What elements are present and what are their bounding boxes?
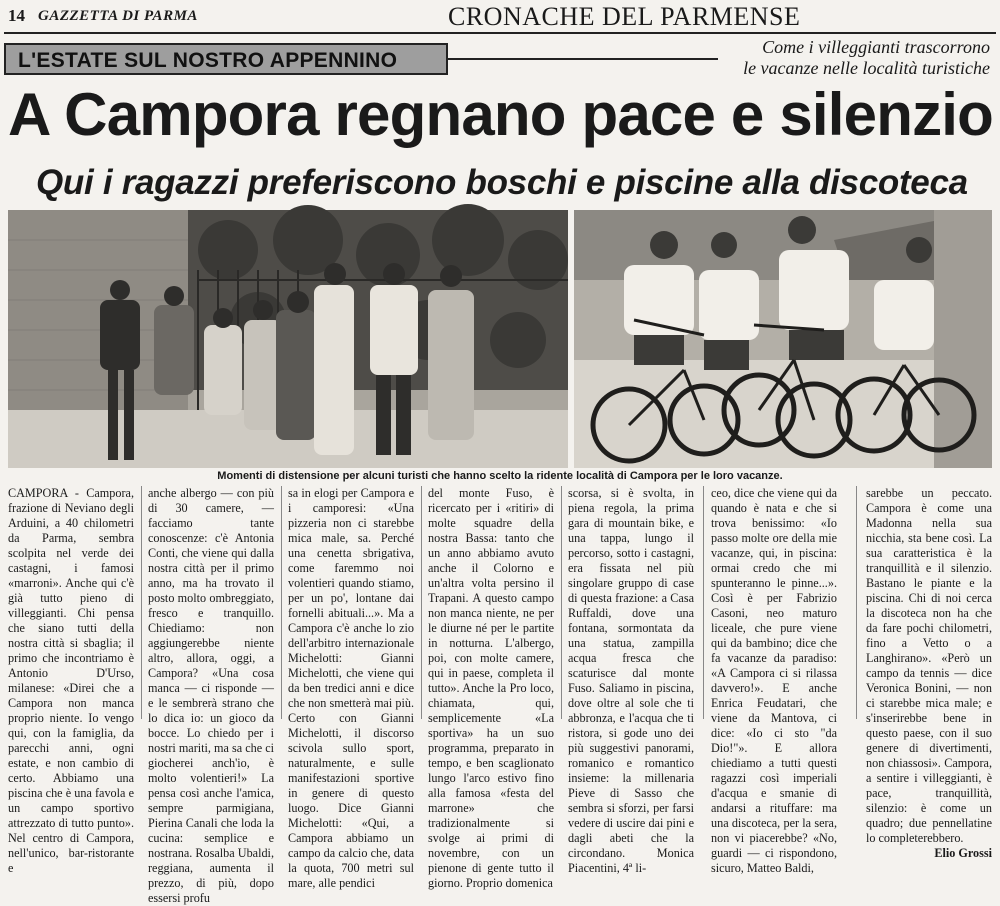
headline: A Campora regnano pace e silenzio bbox=[8, 81, 993, 148]
article-column-6 bbox=[711, 486, 837, 875]
column-divider bbox=[421, 486, 422, 719]
deck-line-2: le vacanze nelle località turistiche bbox=[743, 58, 990, 78]
newspaper-masthead: GAZZETTA DI PARMA bbox=[38, 8, 198, 24]
article-column-2 bbox=[148, 486, 274, 905]
header-rule bbox=[4, 32, 996, 34]
article-column-1 bbox=[8, 486, 134, 875]
column-text: CAMPORA - Campora, frazione di Neviano degli Arduini, a 40 chilometri da Parma, sembra scolpita nel verde dei castagni, i famosi «marroni». Anche qui c'è già tutto pieno di villeggianti. Chi pensa che siano tutti della nostra città si sbaglia; il primo che incontriamo è Antonio D'Urso, milanese: «Direi che a Campora non manca proprio niente. Io vengo qui, con la famiglia, da parecchi anni, ogni estate, e non cambio di certo. Abbiamo una piscina che è una favola e un campo sportivo attrezzato di tutto punto». Nel centro di Campora, nell'unico, bar-ristorante e bbox=[8, 486, 134, 875]
author-byline: Elio Grossi bbox=[934, 846, 992, 860]
column-divider bbox=[141, 486, 142, 719]
article-column-4 bbox=[428, 486, 554, 890]
column-text: anche albergo — con più di 30 camere, — facciamo tante conoscenze: c'è Antonia Conti, che viene qui dalla nostra città per il primo anno, ma ha trovato il posto molto ombreggiato, fresco e tranquillo. Chiediamo: non aggiungerebbe niente altro, allora, oggi, a Campora? «Una cosa manca — ci risponde — e le sembrerà strano che lo dica io: un gioco da bocce. Lo chiedo per i nostri mariti, ma sa che ci giocherei anch'io, è molto volentieri!» La pensa così anche l'amica, sempre parmigiana, Pierina Canali che loda la cucina: semplice e nostrana. Rosalba Ubaldi, reggiana, aumenta il prezzo, di più, dopo essersi profu bbox=[148, 486, 274, 905]
subheadline: Qui i ragazzi preferiscono boschi e piscine alla discoteca bbox=[36, 163, 968, 202]
article-column-5 bbox=[568, 486, 694, 875]
column-text: sarebbe un peccato. Campora è come una Madonna nella sua nicchia, sta bene così. La sua caratteristica è la tranquillità e il silenzio. Bastano le piante e la piscina. Chi di noi cerca la discoteca non ha che da fare pochi chilometri, fino a Vetto o a Langhirano». «Però un campo da tennis — dice Veronica Bonini, — non ci starebbe mica male; e s'inserirebbe bene in questo paese, con il suo genere di divertimenti, non chiassosi». Campora, a sentire i villeggianti, è pace, tranquillità, silenzio: è come un quadro; due pennellatine lo completerebbero. bbox=[866, 486, 992, 845]
column-divider bbox=[703, 486, 704, 719]
page-number: 14 bbox=[8, 6, 25, 25]
column-text: ceo, dice che viene qui da quando è nata e che si trova benissimo: «Io passo molte ore della mie vacanze, qui, in piscina: ormai credo che mi spunteranno le pinne...». Così è per Fabrizio Casoni, neo maturo liceale, che pure viene qui da bambino; dice che fa vacanze da paradiso: «A Campora ci si rilassa davvero!». E anche Enrica Feudatari, che viene da Mantova, ci dice: «Io ci sto "da Dio!"». E allora chiediamo a tutti questi ragazzi così imperiali d'acqua e smanie di andarsi a rituffare: ma una discoteca, per la sera, non vi piacerebbe? «No, guardi — ci rispondono, sicuro, Matteo Baldi, bbox=[711, 486, 837, 875]
column-text: scorsa, si è svolta, in piena regola, la prima gara di mountain bike, e una tappa, lungo il percorso, sotto i castagni, era fissata nel più singolare gruppo di case di questa frazione: a Casa Ruffaldi, dove una fontana, sormontata da una statua, zampilla acqua fresca che scaturisce dal monte Fuso. Saliamo in piscina, dove oltre al sole che ti abbronza, e l'acqua che ti ristora, si gode uno dei più suggestivi panorami, romanico e romantico insieme: la millenaria Pieve di Sasso che sembra si sforzi, per farsi vedere di uscire dai pini e dagli abeti che la circondano. Monica Piacentini, 4ª li- bbox=[568, 486, 694, 875]
photo-caption: Momenti di distensione per alcuni turisti che hanno scelto la ridente località di Campora per le loro vacanze. bbox=[217, 470, 783, 482]
kicker-banner bbox=[4, 43, 448, 75]
kicker-rule bbox=[448, 58, 718, 60]
column-divider bbox=[856, 486, 857, 719]
photo-group-of-tourists bbox=[8, 210, 568, 468]
article-column-3 bbox=[288, 486, 414, 890]
kicker-text: L'ESTATE SUL NOSTRO APPENNINO bbox=[18, 49, 398, 72]
column-text: sa in elogi per Campora e i camporesi: «Una pizzeria non ci starebbe mica male, sa. Perché una cenetta sbrigativa, come faremmo noi volentieri quando stiamo, per un po', lontane dai fornelli abituali...». Ma a Campora c'è anche lo zio dell'arbitro internazionale Michelotti: Gianni Michelotti, che viene qui da ben tredici anni e dice che non smetterà mai più. Certo con Gianni Michelotti, il discorso scivola sullo sport, naturalmente, e sulle manifestazioni sportive in genere di questo luogo. Dice Gianni Michelotti: «Qui, a Campora abbiamo un campo da calcio che, data la quota, 700 metri sul mare, alle pendici bbox=[288, 486, 414, 890]
photo-teenagers-with-bicycles bbox=[574, 210, 992, 468]
column-divider bbox=[281, 486, 282, 719]
column-divider bbox=[561, 486, 562, 719]
article-body bbox=[8, 486, 996, 905]
article-column-7 bbox=[866, 486, 992, 860]
deck-line-1: Come i villeggianti trascorrono bbox=[762, 37, 990, 57]
column-text: del monte Fuso, è ricercato per i «ritiri» di molte squadre della nostra Bassa: tanto che un anno abbiamo avuto anche il Colorno e un'altra volta persino il Trapani. A questo campo non manca niente, ne per le diurne né per le partite in notturna. L'albergo, poi, con molte camere, qui in paese, completa il tutto». Anche la Pro loco, chiamata, qui, semplicemente «La sportiva» ha un suo programma, preparato in tempo, e ben scaglionato lungo l'arco estivo fino alla famosa «festa del marrone» che tradizionalmente si svolge ai primi di novembre, con un pienone di gente tutto il giorno. Proprio domenica bbox=[428, 486, 554, 890]
section-title: CRONACHE DEL PARMENSE bbox=[448, 2, 801, 31]
